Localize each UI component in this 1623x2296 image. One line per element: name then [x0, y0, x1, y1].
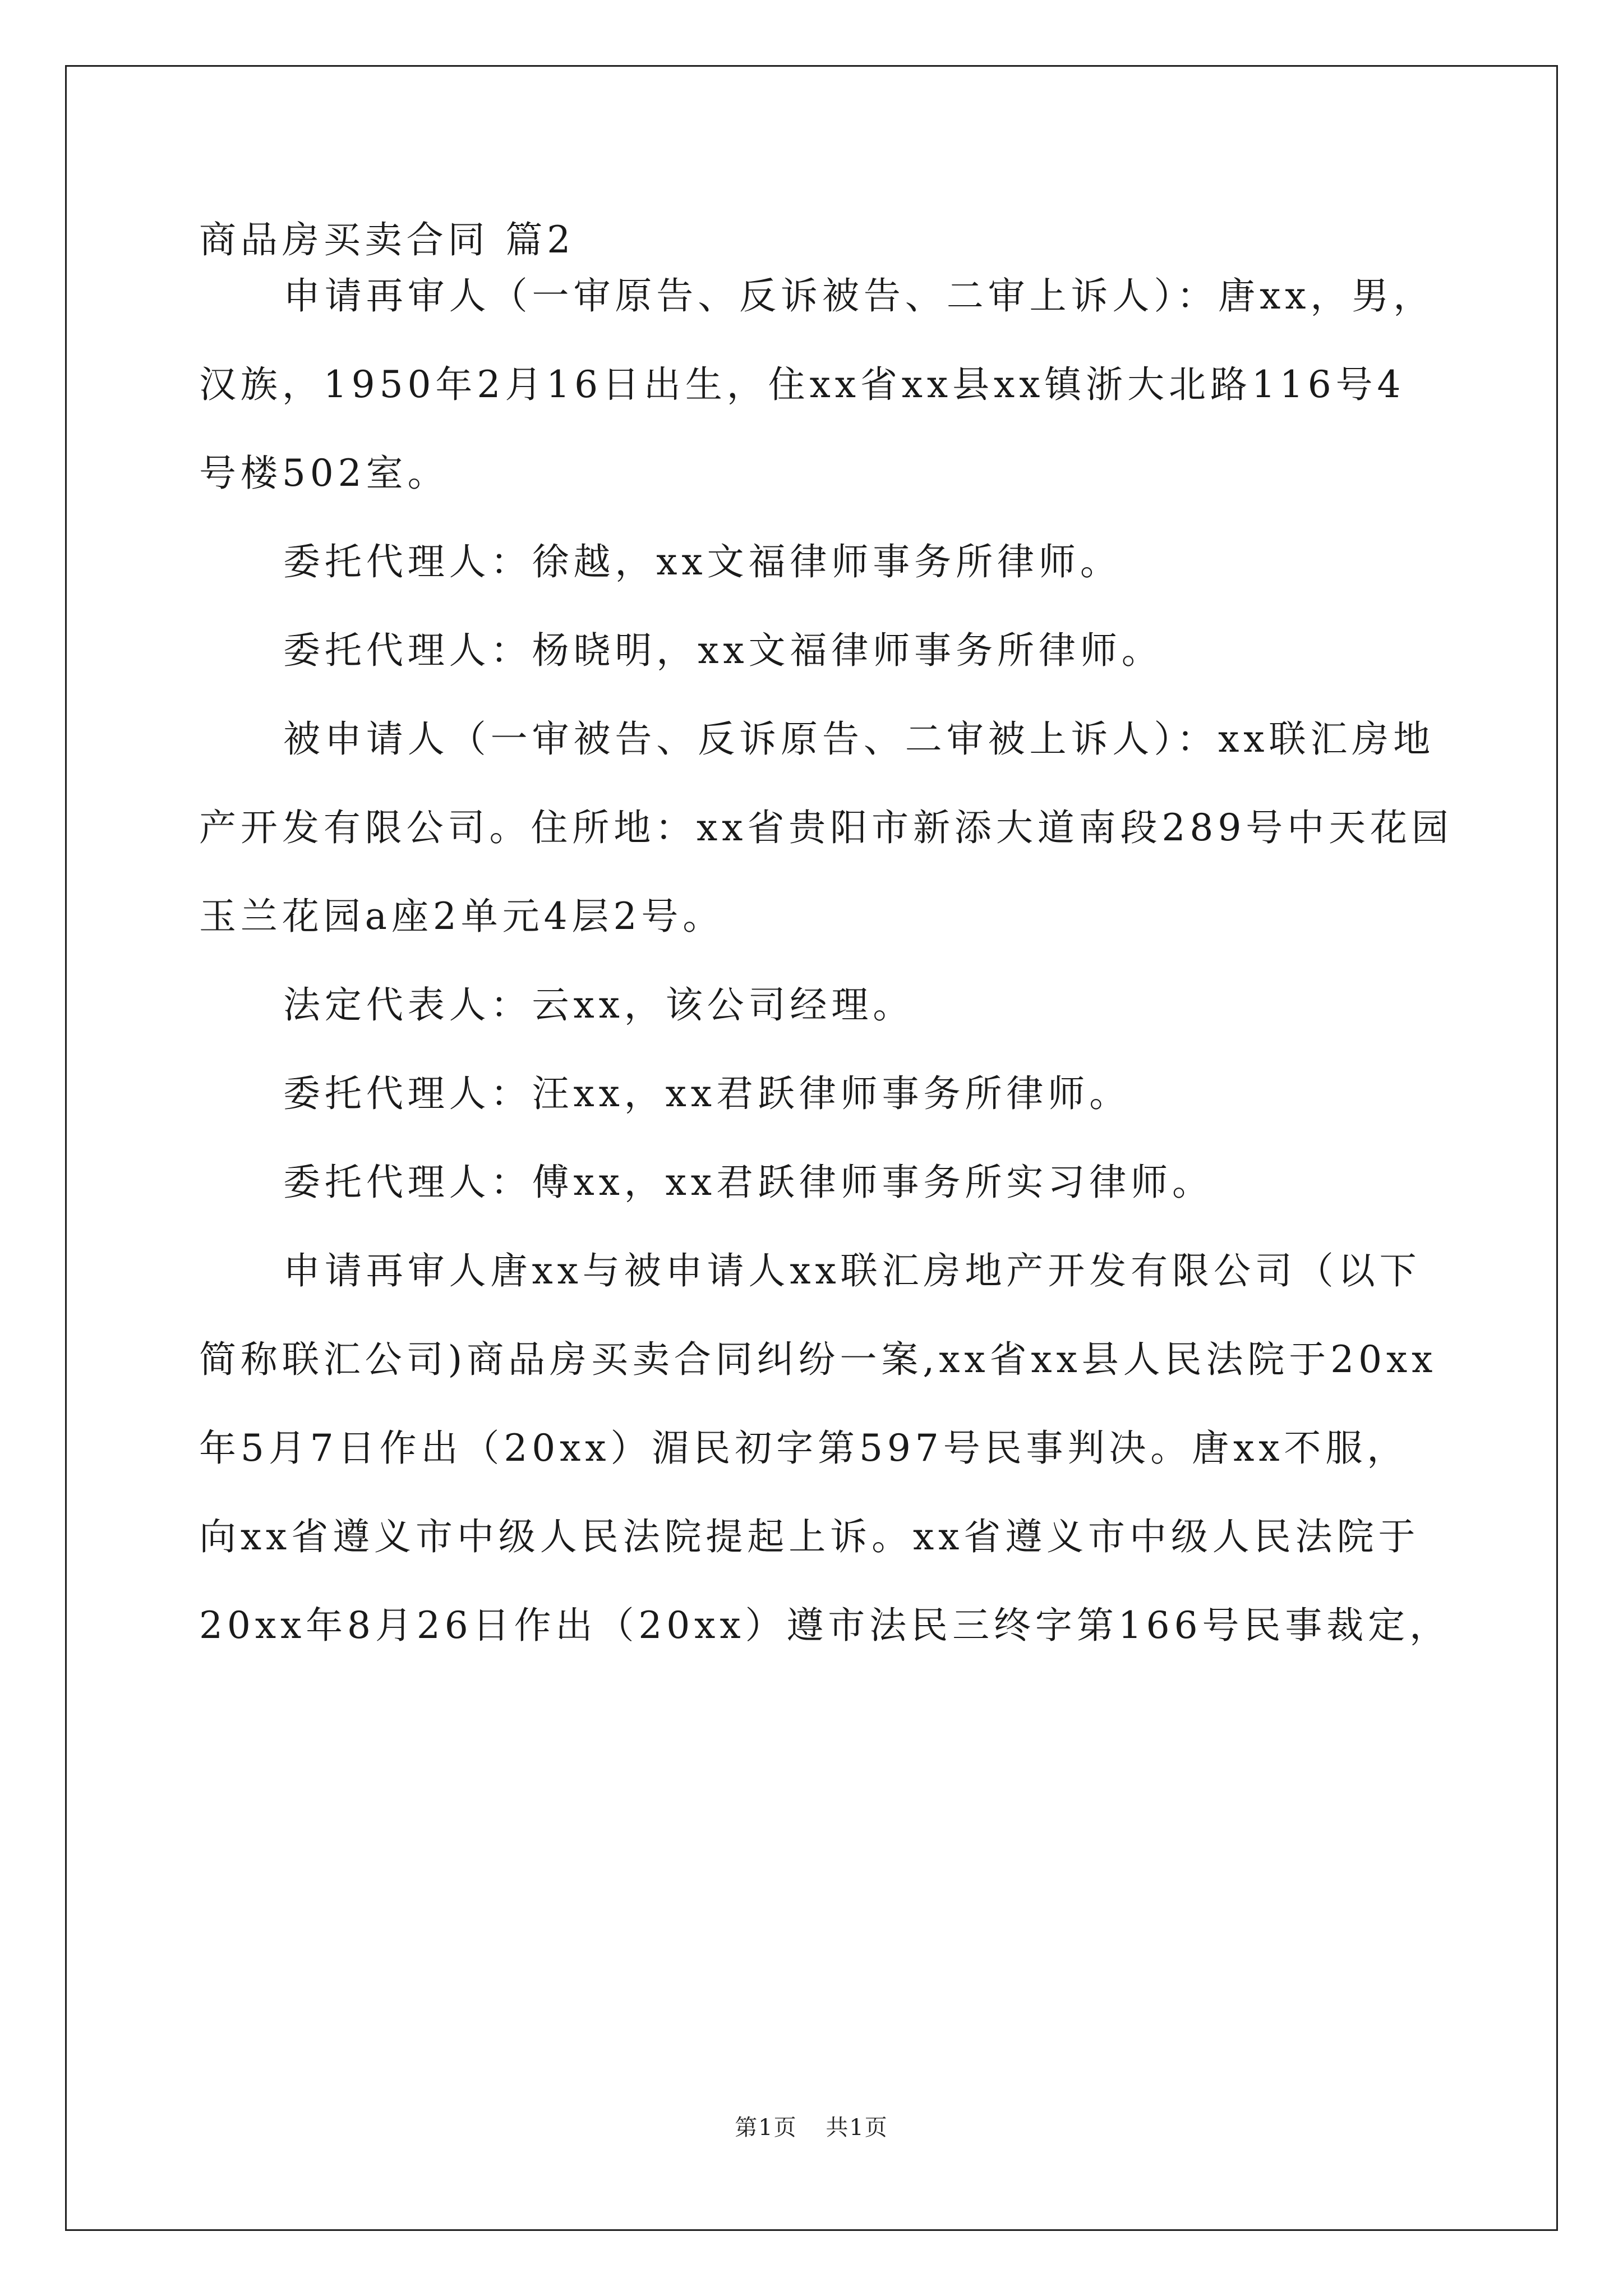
paragraph-agent-3	[199, 1072, 1430, 1164]
paragraph-line: 简称联汇公司)商品房买卖合同纠纷一案,xx省xx县人民法院于20xx	[199, 1338, 1437, 1381]
paragraph-line: 委托代理人：汪xx，xx君跃律师事务所律师。	[283, 1072, 1131, 1115]
paragraph-line: 申请再审人唐xx与被申请人xx联汇房地产开发有限公司（以下	[283, 1249, 1421, 1292]
paragraph-line: 委托代理人：杨晓明，xx文福律师事务所律师。	[283, 629, 1163, 672]
paragraph-line: 号楼502室。	[199, 452, 449, 495]
paragraph-agent-1	[199, 540, 1430, 632]
paragraph-agent-2	[199, 629, 1430, 721]
paragraph-legal-rep	[199, 983, 1430, 1075]
paragraph-line: 向xx省遵义市中级人民法院提起上诉。xx省遵义市中级人民法院于	[199, 1515, 1420, 1558]
paragraph-line: 汉族，1950年2月16日出生，住xx省xx县xx镇浙大北路116号4	[199, 363, 1405, 406]
paragraph-line: 委托代理人：傅xx，xx君跃律师事务所实习律师。	[283, 1161, 1214, 1204]
paragraph-respondent	[199, 717, 1453, 987]
document-heading: 商品房买卖合同 篇2	[199, 218, 575, 261]
paragraph-line: 法定代表人：云xx，该公司经理。	[283, 983, 915, 1027]
paragraph-line: 申请再审人（一审原告、反诉被告、二审上诉人）：唐xx，男，	[283, 274, 1435, 318]
paragraph-line: 委托代理人：徐越，xx文福律师事务所律师。	[283, 540, 1122, 583]
page-number-total: 共1页	[826, 2115, 888, 2141]
page-footer	[0, 2116, 1623, 2139]
document-body	[199, 218, 1453, 1696]
page-number-current: 第1页	[735, 2115, 797, 2141]
paragraph-case-summary	[199, 1249, 1451, 1696]
paragraph-applicant	[199, 274, 1435, 544]
paragraph-line: 年5月7日作出（20xx）湄民初字第597号民事判决。唐xx不服，	[199, 1427, 1409, 1470]
paragraph-agent-4	[199, 1161, 1430, 1253]
paragraph-line: 被申请人（一审被告、反诉原告、二审被上诉人）：xx联汇房地	[283, 717, 1435, 761]
paragraph-line: 产开发有限公司。住所地：xx省贵阳市新添大道南段289号中天花园	[199, 806, 1453, 849]
paragraph-line: 玉兰花园a座2单元4层2号。	[199, 895, 725, 938]
paragraph-line: 20xx年8月26日作出（20xx）遵市法民三终字第166号民事裁定，	[199, 1604, 1451, 1647]
